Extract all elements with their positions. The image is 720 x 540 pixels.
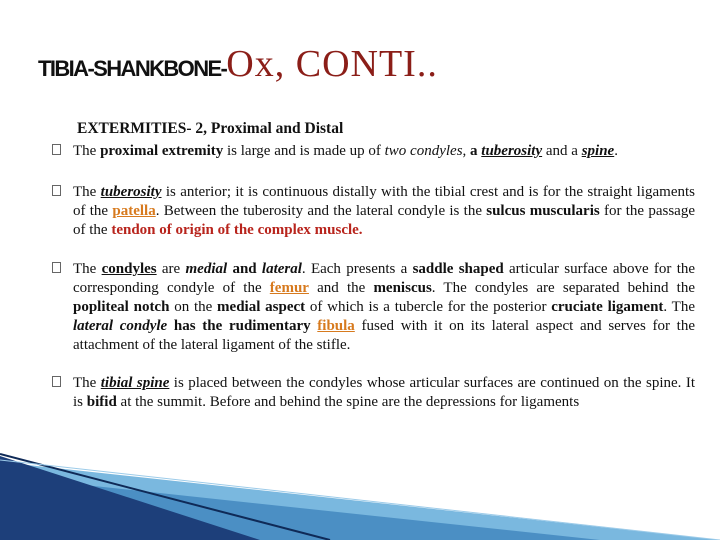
bullet-text: The proximal extremity is large and is made up of two condyles, a tuberosity and a spine. [73,143,618,159]
bullet-text: The tuberosity is anterior; it is continuous distally with the tibial crest and is for the straight ligaments of the patella. Between the tuberosity and the lateral condyle is the sulcus muscularis for the passage of the tendon of origin of the complex muscle. [73,184,696,238]
bullet-box-icon [52,185,61,196]
slide-title [38,42,698,92]
bullet-text: The tibial spine is placed between the condyles whose articular surfaces are continued on the spine. It is bifid at the summit. Before and behind the spine are the depressions for ligaments [73,375,695,410]
section-heading: EXTERMITIES- 2, Proximal and Distal [77,120,344,137]
bullet-text: The condyles are medial and lateral. Each presents a saddle shaped articular surface above for the corresponding condyle of the femur and the meniscus. The condyles are separated behind the popliteal notch on the medial aspect of which is a tubercle for the posterior cruciate ligament. The lateral condyle has the rudimentary fibula fused with it on its lateral aspect and serves for the attachment of the lateral ligament of the stifle. [73,261,696,353]
decorative-swoosh [0,440,720,540]
bullet-box-icon [52,376,61,387]
title-part1: TIBIA-SHANKBONE- [38,56,227,81]
title-part2: Ox, CONTI.. [226,43,438,85]
bullet-box-icon [52,262,61,273]
bullet-box-icon [52,144,61,155]
